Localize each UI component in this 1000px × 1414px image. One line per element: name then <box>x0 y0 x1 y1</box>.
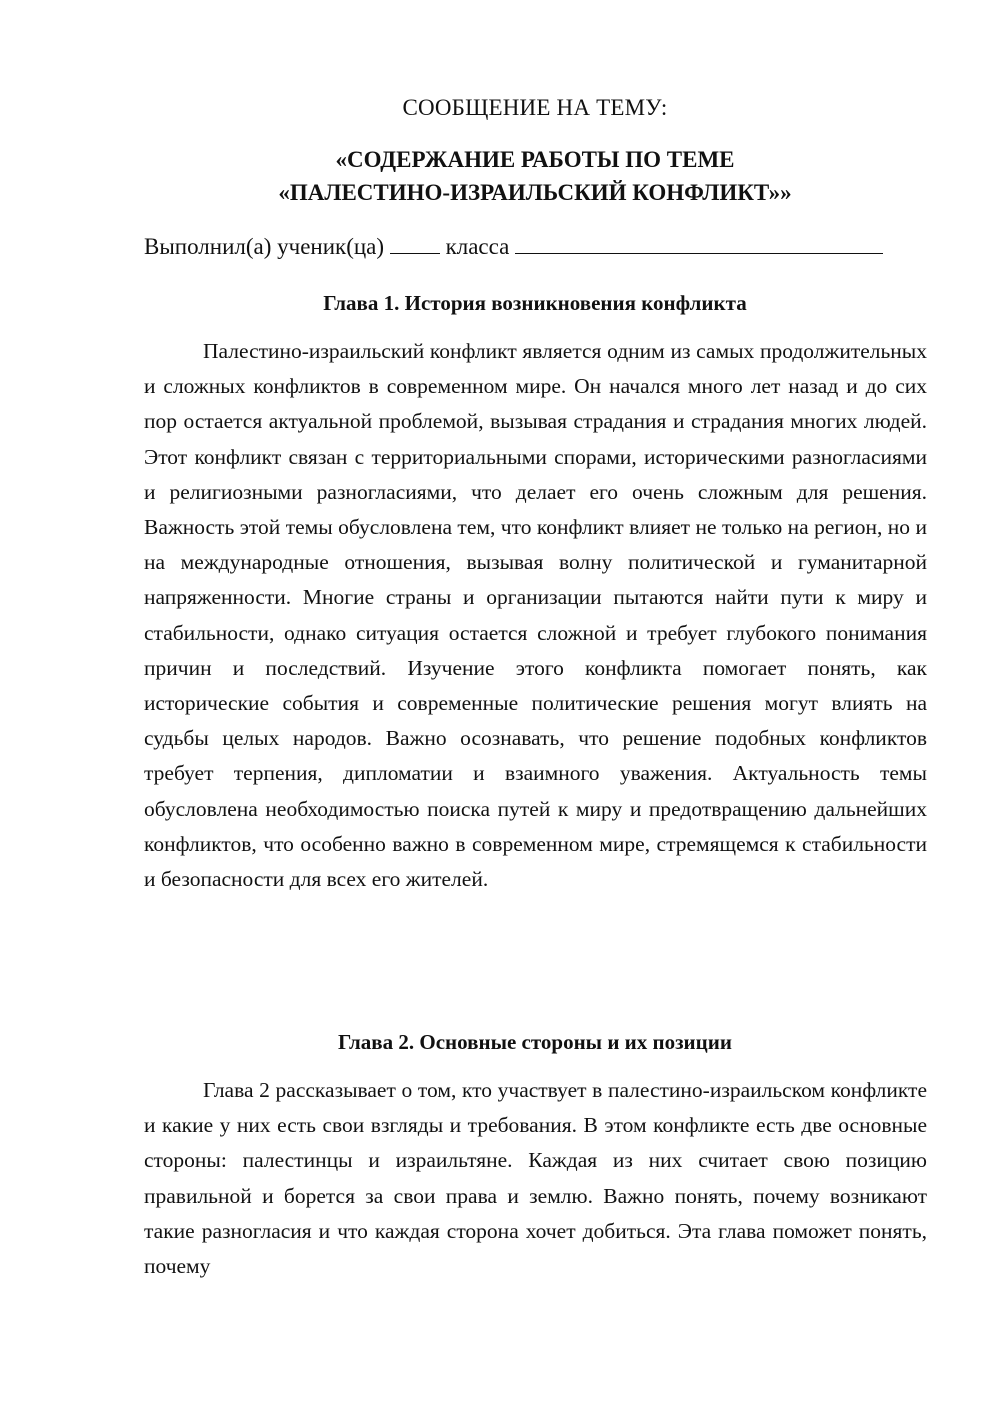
class-number-blank <box>390 233 440 254</box>
chapter-1-paragraph: Палестино-израильский конфликт является одним из самых продолжительных и сложных конфликтов в современном мире. Он начался много лет назад и до сих пор остается актуальной проблемой, вызывая страдания и страдания многих людей. Этот конфликт связан с территориальными спорами, историческими разногласиями и религиозными разногласиями, что делает его очень сложным для решения. Важность этой темы обусловлена тем, что конфликт влияет не только на регион, но и на международные отношения, вызывая волну политической и гуманитарной напряженности. Многие страны и организации пытаются найти пути к миру и стабильности, однако ситуация остается сложной и требует глубокого понимания причин и последствий. Изучение этого конфликта помогает понять, как исторические события и современные политические решения могут влиять на судьбы целых народов. Важно осознавать, что решение подобных конфликтов требует терпения, дипломатии и взаимного уважения. Актуальность темы обусловлена необходимостью поиска путей к миру и предотвращению дальнейших конфликтов, что особенно важно в современном мире, стремящемся к стабильности и безопасности для всех его жителей. <box>144 339 927 892</box>
report-label: СООБЩЕНИЕ НА ТЕМУ: <box>402 95 668 120</box>
chapter-2-heading: Глава 2. Основные стороны и их позиции <box>338 1030 732 1054</box>
chapter-2-paragraph: Глава 2 рассказывает о том, кто участвует в палестино-израильском конфликте и какие у них есть свои взгляды и требования. В этом конфликте есть две основные стороны: палестинцы и израильтяне. Каждая из них считает свою позицию правильной и борется за свои права и землю. Важно понять, почему возникают такие разногласия и что каждая сторона хочет добиться. Эта глава поможет понять, почему <box>144 1078 927 1279</box>
student-name-blank <box>515 233 883 254</box>
class-label: класса <box>445 234 510 259</box>
chapter-1-heading: Глава 1. История возникновения конфликта <box>323 291 747 315</box>
title-line-2: «ПАЛЕСТИНО-ИЗРАИЛЬСКИЙ КОНФЛИКТ»» <box>278 180 792 205</box>
student-info-line <box>144 233 883 260</box>
completed-by-label: Выполнил(а) ученик(ца) <box>144 234 385 259</box>
title-line-1: «СОДЕРЖАНИЕ РАБОТЫ ПО ТЕМЕ <box>335 147 735 172</box>
document-title <box>0 143 1000 209</box>
